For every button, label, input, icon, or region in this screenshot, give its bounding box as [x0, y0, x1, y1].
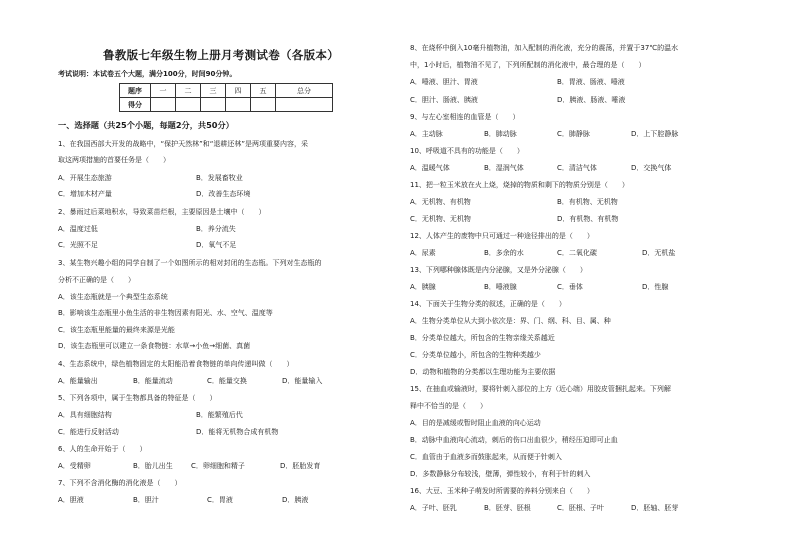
score-cell: [201, 98, 226, 112]
answer-option: B．胎儿出生: [133, 462, 173, 470]
answer-option: A．无机物、有机物: [410, 198, 471, 206]
answer-option: A．该生态瓶就是一个典型生态系统: [58, 293, 168, 301]
answer-option: D．多数静脉分布较浅，壁薄，弹性较小，有利于针的刺入: [410, 470, 591, 478]
question-text: 2、暴雨过后菜地积水，导致菜苗烂根，主要原因是土壤中（ ）: [58, 208, 266, 216]
answer-option: A．受精卵: [58, 462, 91, 470]
question-text: 3、某生物兴趣小组的同学自制了一个如图所示的相对封闭的生态瓶。下列对生态瓶的: [58, 259, 322, 267]
answer-option: B．唾液腺: [484, 283, 517, 291]
answer-option: B．胃液、肠液、唾液: [557, 78, 625, 86]
answer-option: C．肺静脉: [557, 130, 590, 138]
answer-option: B．能量流动: [133, 377, 173, 385]
answer-option: D．上下腔静脉: [631, 130, 679, 138]
answer-option: B．能繁殖后代: [196, 411, 243, 419]
answer-option: D．胰液: [282, 496, 309, 504]
score-cell: [226, 98, 251, 112]
answer-option: C．无机物、无机物: [410, 215, 471, 223]
answer-option: D．胚轴、胚芽: [631, 504, 679, 512]
exam-instructions: 考试说明：本试卷五个大题，满分100分，时间90分钟。: [58, 70, 237, 78]
answer-option: C．能进行反射活动: [58, 428, 119, 436]
answer-option: C．血管由于血液多而鼓胀起来，从而便于针刺入: [410, 453, 562, 461]
answer-option: A．温暖气体: [410, 164, 450, 172]
score-table-header-row: [120, 84, 333, 98]
score-cell: [151, 98, 176, 112]
answer-option: A．胰腺: [410, 283, 436, 291]
answer-option: B．肺动脉: [484, 130, 517, 138]
answer-option: D．无机盐: [642, 249, 676, 257]
question-text: 6、人的生命开始于（ ）: [58, 445, 147, 453]
answer-option: D．有机物、有机物: [557, 215, 619, 223]
answer-option: A．主动脉: [410, 130, 443, 138]
score-cell: 总分: [276, 84, 333, 98]
answer-option: C．分类单位越小，所包含的生物种类越少: [410, 351, 541, 359]
answer-option: A．开展生态旅游: [58, 174, 112, 182]
question-text: 4、生态系统中，绿色植物固定的太阳能沿着食物链的单向传递叫做（ ）: [58, 360, 294, 368]
question-text: 16、大豆、玉米种子萌发时所需要的养料分别来自（ ）: [410, 487, 594, 495]
answer-option: C．该生态瓶里能量的最终来源是光能: [58, 326, 175, 334]
answer-option: D．氧气不足: [196, 241, 237, 249]
answer-option: B．胆汁: [133, 496, 159, 504]
question-text: 1、在我国西部大开发的战略中，“保护天然林”和“退耕还林”是两项重要内容，采: [58, 140, 308, 148]
answer-option: A．生物分类单位从大到小依次是：界、门、纲、科、目、属、种: [410, 317, 611, 325]
score-cell: [176, 98, 201, 112]
answer-option: A．具有细胞结构: [58, 411, 112, 419]
answer-option: D．性腺: [642, 283, 669, 291]
section-heading: 一、选择题（共25个小题，每题2分，共50分）: [58, 120, 234, 130]
score-cell: 三: [201, 84, 226, 98]
answer-option: D．胚胎发育: [280, 462, 321, 470]
answer-option: D．能将无机物合成有机物: [196, 428, 279, 436]
answer-option: C．胚根、子叶: [557, 504, 604, 512]
answer-option: B．多余的水: [484, 249, 524, 257]
answer-option: A．子叶、胚乳: [410, 504, 457, 512]
answer-option: C．二氧化碳: [557, 249, 597, 257]
question-text: 9、与左心室相连的血管是（ ）: [410, 113, 520, 121]
answer-option: C．能量交换: [207, 377, 247, 385]
question-text: 分析不正确的是（ ）: [58, 276, 135, 284]
answer-option: D．交换气体: [631, 164, 672, 172]
answer-option: A．唾液、胆汁、胃液: [410, 78, 478, 86]
answer-option: B．养分流失: [196, 225, 236, 233]
question-text: 10、呼吸道不具有的功能是（ ）: [410, 147, 524, 155]
answer-option: D．改善生态环境: [196, 190, 251, 198]
answer-option: A．温度过低: [58, 225, 98, 233]
answer-option: A．目的是减缓或暂时阻止血液的向心运动: [410, 419, 541, 427]
answer-option: D．动物和植物的分类都以生理功能为主要依据: [410, 368, 556, 376]
score-table-score-row: [120, 98, 333, 112]
answer-option: B．动脉中血液向心流动，刺后的伤口出血很少，稍经压迫即可止血: [410, 436, 618, 444]
answer-option: B．有机物、无机物: [557, 198, 618, 206]
score-cell: [276, 98, 333, 112]
answer-option: B．分类单位越大，所包含的生物亲缘关系越近: [410, 334, 555, 342]
question-text: 11、把一粒玉米放在火上烧，烧掉的物质和剩下的物质分别是（ ）: [410, 181, 629, 189]
answer-option: C．垂体: [557, 283, 583, 291]
question-text: 7、下列不含消化酶的消化液是（ ）: [58, 479, 182, 487]
answer-option: D．能量输入: [282, 377, 323, 385]
score-cell: 一: [151, 84, 176, 98]
answer-option: A．胆液: [58, 496, 84, 504]
score-cell: 五: [251, 84, 276, 98]
answer-option: B．湿润气体: [484, 164, 524, 172]
answer-option: C．卵细胞和精子: [191, 462, 245, 470]
answer-option: B．发展畜牧业: [196, 174, 243, 182]
answer-option: A．能量输出: [58, 377, 98, 385]
answer-option: B．影响该生态瓶里小鱼生活的非生物因素有阳光、水、空气、温度等: [58, 309, 273, 317]
question-text: 5、下列各项中，属于生物都具备的特征是（ ）: [58, 394, 217, 402]
answer-option: C．胃液: [207, 496, 233, 504]
answer-option: C．增加木材产量: [58, 190, 112, 198]
answer-option: C．光照不足: [58, 241, 98, 249]
question-text: 13、下列哪种腺体既是内分泌腺，又是外分泌腺（ ）: [410, 266, 587, 274]
answer-option: B．胚芽、胚根: [484, 504, 531, 512]
score-table: [119, 83, 333, 112]
answer-option: A．尿素: [410, 249, 436, 257]
score-cell: 题序: [120, 84, 151, 98]
question-text: 12、人体产生的废物中只可通过一种途径排出的是（ ）: [410, 232, 594, 240]
exam-title: 鲁教版七年级生物上册月考测试卷（各版本）: [103, 48, 339, 62]
question-text: 释中不恰当的是（ ）: [410, 402, 487, 410]
question-text: 中，1小时后，植物油不见了，下列所配制的消化液中，最合理的是（ ）: [410, 61, 646, 69]
score-cell: 二: [176, 84, 201, 98]
answer-option: D．胰液、肠液、唾液: [557, 96, 626, 104]
answer-option: D．该生态瓶里可以建立一条食物链：水草→小鱼→细菌、真菌: [58, 342, 251, 350]
answer-option: C．胆汁、肠液、胰液: [410, 96, 478, 104]
question-text: 15、在抽血或输液时，要将针刺入部位的上方（近心端）用胶皮管捆扎起来。下列解: [410, 385, 671, 393]
score-cell: 得分: [120, 98, 151, 112]
question-text: 取这两项措施的首要任务是（ ）: [58, 156, 170, 164]
score-cell: 四: [226, 84, 251, 98]
question-text: 14、下面关于生物分类的叙述，正确的是（ ）: [410, 300, 566, 308]
score-cell: [251, 98, 276, 112]
question-text: 8、在烧杯中倒入10毫升植物油，加入配制的消化液，充分的震荡，并置于37℃的温水: [410, 44, 679, 52]
answer-option: C．清洁气体: [557, 164, 597, 172]
